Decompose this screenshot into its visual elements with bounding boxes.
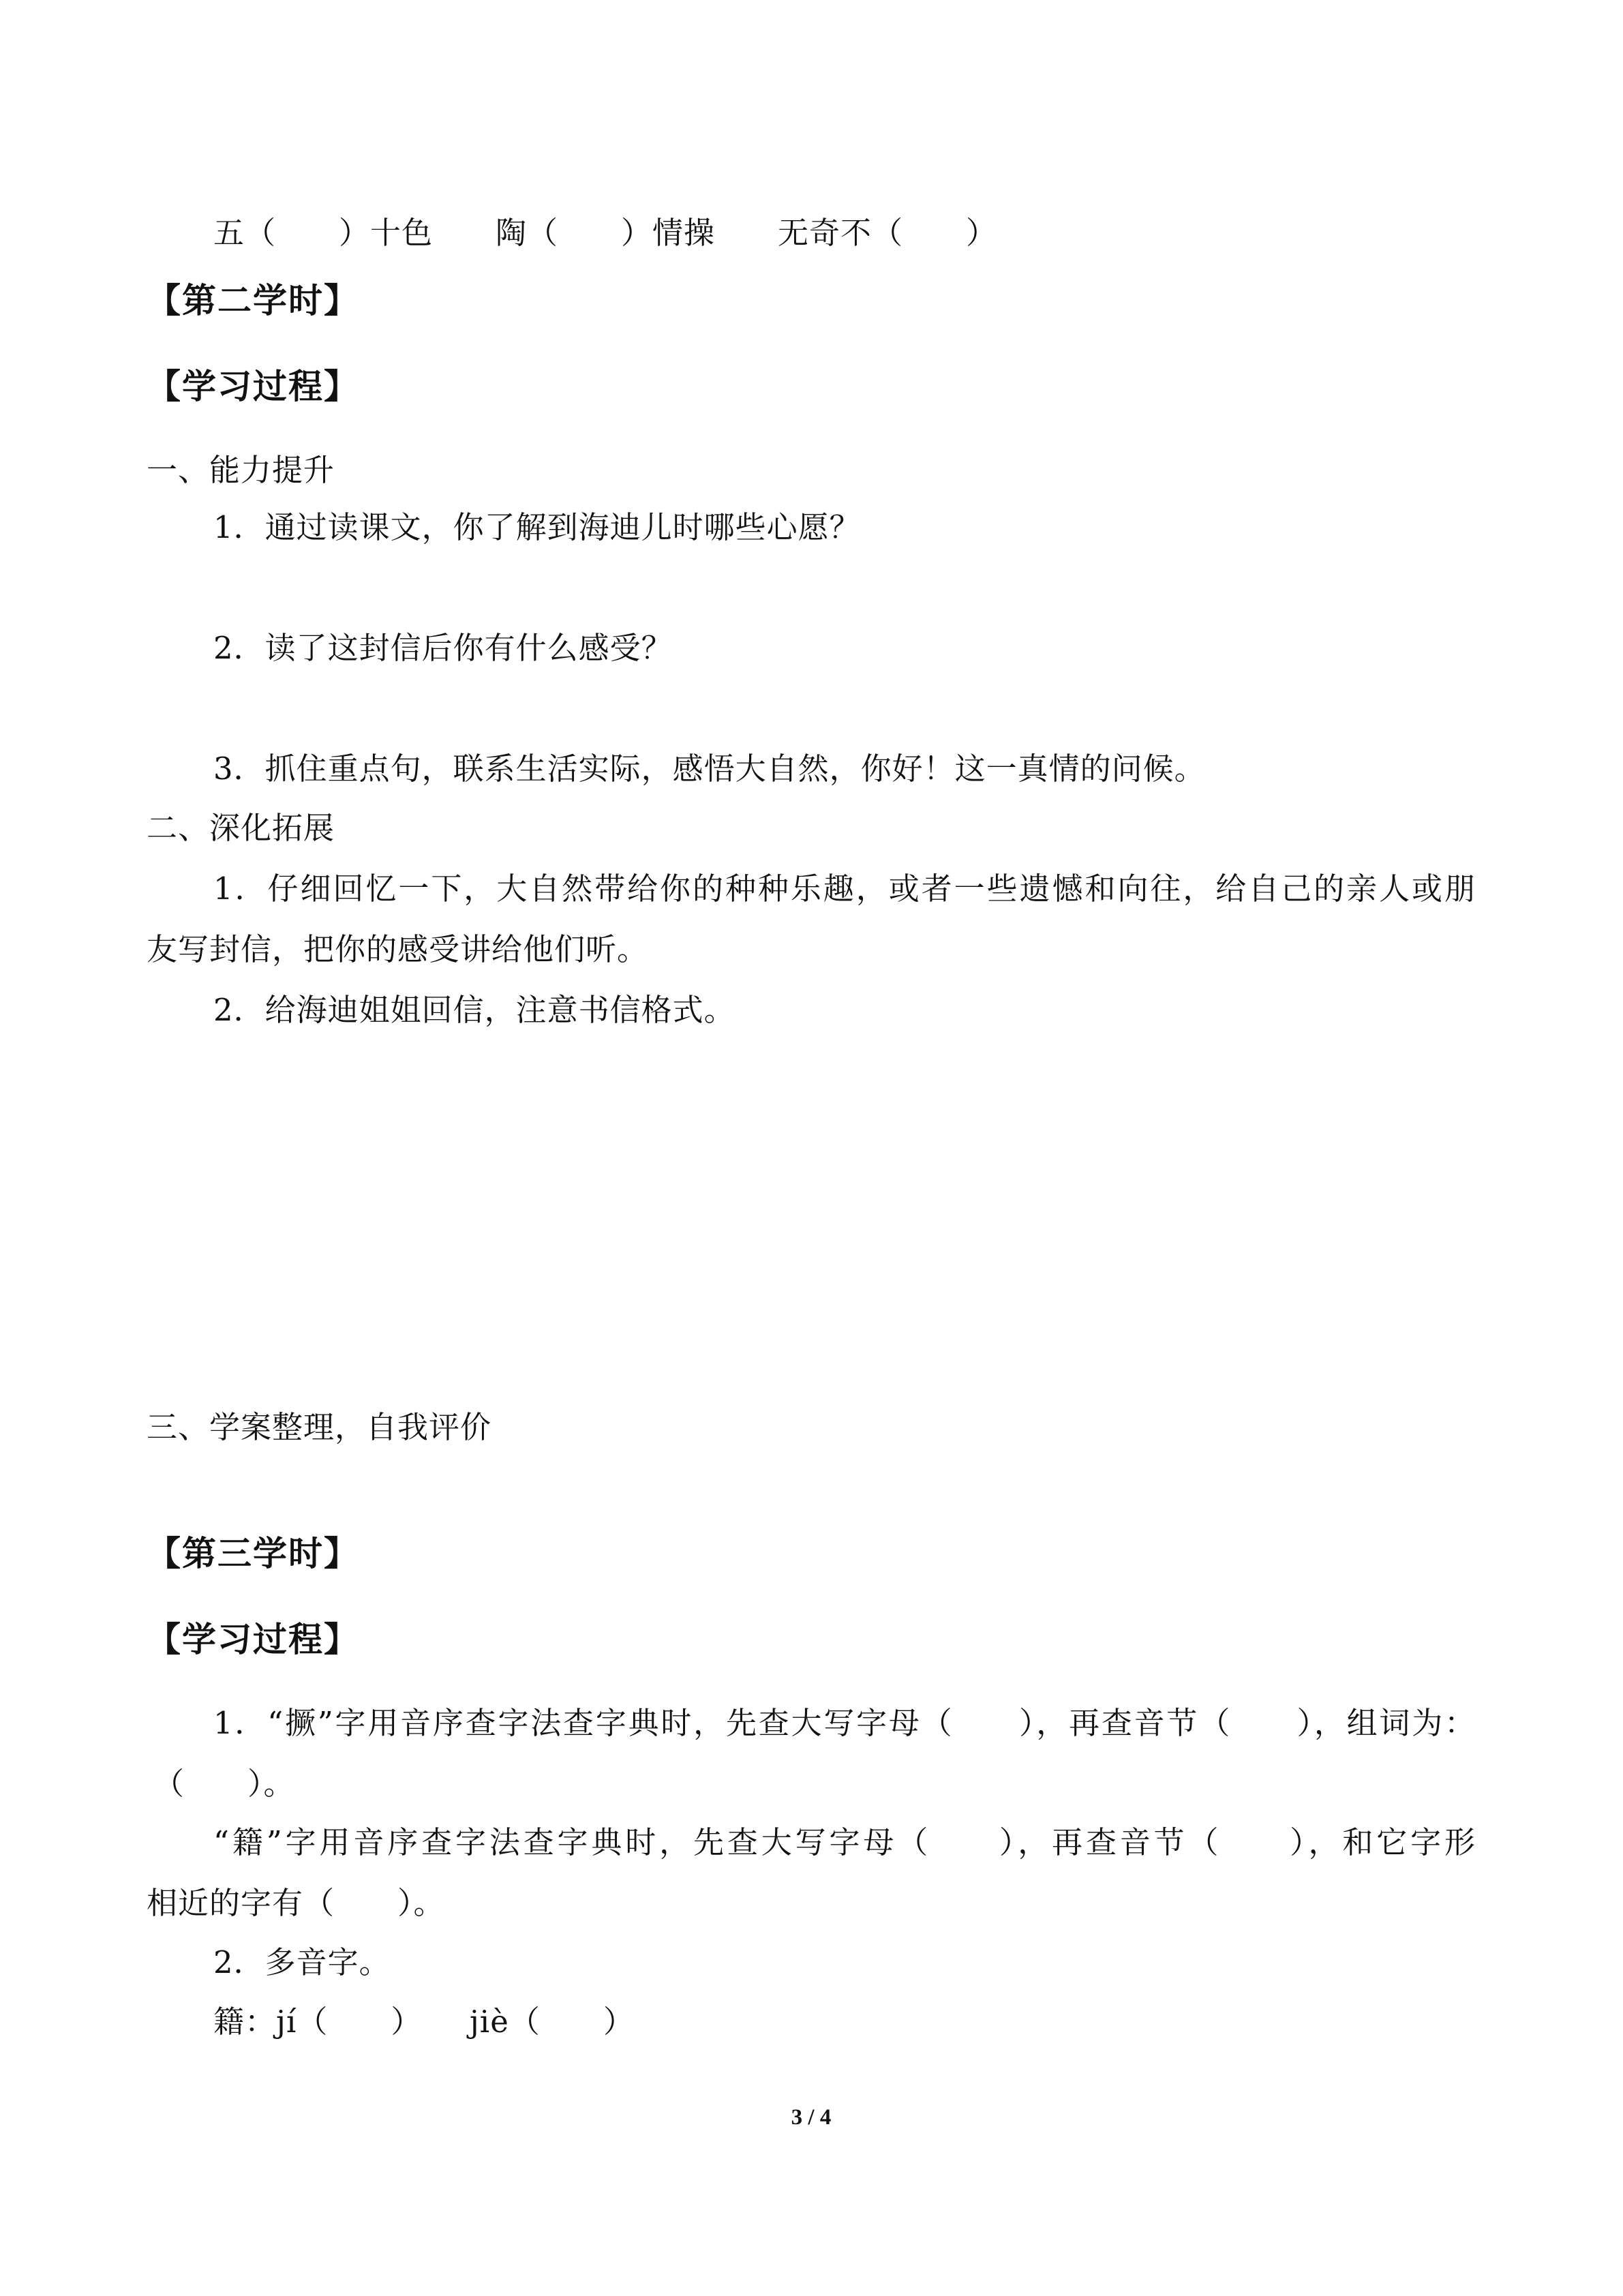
- question-2-feelings: 2．读了这封信后你有什么感受？: [213, 630, 673, 666]
- lesson-3-title: 【第三学时】: [147, 1534, 359, 1573]
- question-1-wishes: 1．通过读课文，你了解到海迪儿时哪些心愿？: [213, 509, 861, 545]
- extension-question-1-line-1: 1．仔细回忆一下，大自然带给你的种种乐趣，或者一些遗憾和向往，给自己的亲人或朋: [213, 871, 1476, 907]
- page-number: 3 / 4: [791, 2105, 832, 2130]
- lesson-2-process-heading: 【学习过程】: [147, 367, 359, 406]
- lesson-3-process-heading: 【学习过程】: [147, 1620, 359, 1659]
- extension-question-2-reply-letter: 2．给海迪姐姐回信，注意书信格式。: [213, 992, 735, 1028]
- section-ability-heading: 一、能力提升: [147, 452, 335, 488]
- section-summary-heading: 三、学案整理，自我评价: [147, 1409, 492, 1445]
- dictionary-question-jue-line-2: （ ）。: [153, 1766, 295, 1802]
- question-3-key-sentence: 3．抓住重点句，联系生活实际，感悟大自然，你好！这一真情的问候。: [213, 751, 1206, 787]
- polyphone-question: 2．多音字。: [213, 1944, 391, 1980]
- section-extension-heading: 二、深化拓展: [147, 810, 335, 846]
- dictionary-question-jue-line-1: 1．“撅”字用音序查字法查字典时，先查大写字母（ ），再查音节（ ），组词为：: [213, 1705, 1476, 1741]
- fill-blank-idioms: 五（ ）十色 陶（ ）情操 无奇不（ ）: [213, 215, 998, 251]
- extension-question-1-line-2: 友写封信，把你的感受讲给他们听。: [147, 931, 649, 967]
- dictionary-question-ji-line-2: 相近的字有（ ）。: [147, 1885, 445, 1921]
- lesson-2-title: 【第二学时】: [147, 281, 359, 320]
- polyphone-items: 籍：jí（ ） jiè（ ）: [213, 2004, 635, 2040]
- dictionary-question-ji-line-1: “籍”字用音序查字法查字典时，先查大写字母（ ），再查音节（ ），和它字形: [213, 1824, 1476, 1860]
